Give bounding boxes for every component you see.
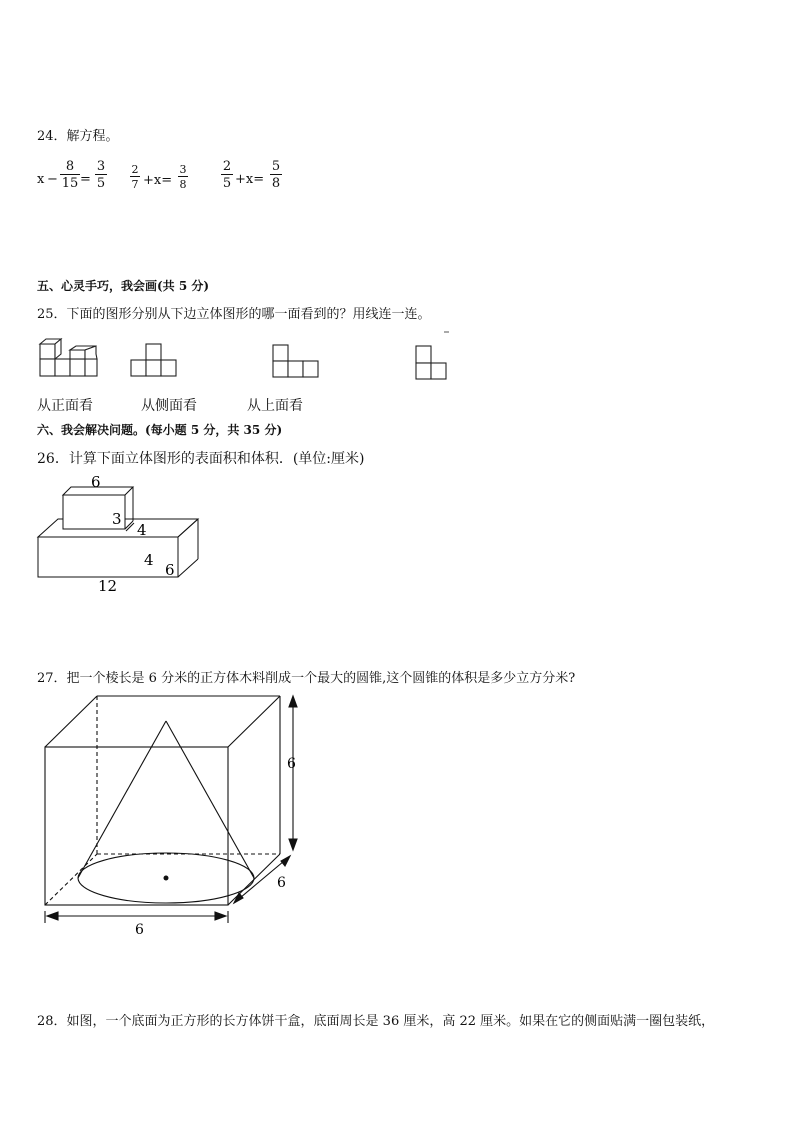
q26-dim-top-width: 4 [137, 521, 147, 539]
q27-dim-depth: 6 [277, 875, 286, 891]
q25-view-a [130, 343, 178, 377]
q26-dim-top-height: 3 [112, 510, 122, 528]
eq3-fraction-1: $\frac{2}{5}$ [222, 159, 232, 191]
section-5-title: 五、心灵手巧，我会画(共 5 分) [37, 279, 210, 293]
eq1-minus: − [47, 172, 58, 187]
q26-dim-top-length: 6 [91, 473, 101, 491]
eq2-fraction-2: $\frac{3}{8}$ [179, 163, 187, 191]
eq3-fraction-2: $\frac{5}{8}$ [271, 159, 281, 191]
eq3-plus-x: +x= [235, 172, 265, 187]
q26-figure [36, 470, 186, 595]
q26-title: 26．计算下面立体图形的表面积和体积．(单位:厘米) [37, 451, 365, 467]
q25-label-side: 从侧面看 [141, 398, 197, 414]
q25-title: 25．下面的图形分别从下边立体图形的哪一面看到的？用线连一连。 [37, 307, 431, 322]
section-6-title: 六、我会解决问题。(每小题 5 分，共 35 分) [37, 423, 283, 437]
q25-view-c [415, 345, 449, 381]
q24-title: 24．解方程。 [37, 129, 119, 144]
q28-title: 28．如图，一个底面为正方形的长方体饼干盒，底面周长是 36 厘米，高 22 厘米。如果在它的侧面贴满一圈包装纸， [37, 1014, 715, 1029]
q26-dim-bottom-width: 6 [165, 561, 175, 579]
q27-figure [40, 693, 305, 938]
q25-label-top: 从上面看 [247, 398, 303, 414]
q26-dim-bottom-height: 4 [144, 551, 154, 569]
q27-title: 27．把一个棱长是 6 分米的正方体木料削成一个最大的圆锥,这个圆锥的体积是多少立方分米? [37, 671, 576, 686]
eq2-plus-x: +x= [143, 173, 173, 188]
eq1-x: x [37, 172, 45, 187]
q25-label-front: 从正面看 [37, 398, 93, 414]
eq1-fraction-2: $\frac{3}{5}$ [96, 159, 106, 191]
q26-dim-bottom-length: 12 [98, 577, 118, 595]
q25-solid-figure [38, 338, 100, 382]
eq2-fraction-1: $\frac{2}{7}$ [131, 163, 139, 191]
q27-dim-height: 6 [287, 756, 296, 772]
eq1-equals: = [80, 172, 91, 187]
eq1-fraction-1: $\frac{8}{15}$ [61, 159, 79, 191]
q27-dim-width: 6 [135, 922, 144, 938]
cone-base-center [164, 876, 169, 881]
q25-view-b [272, 344, 320, 378]
